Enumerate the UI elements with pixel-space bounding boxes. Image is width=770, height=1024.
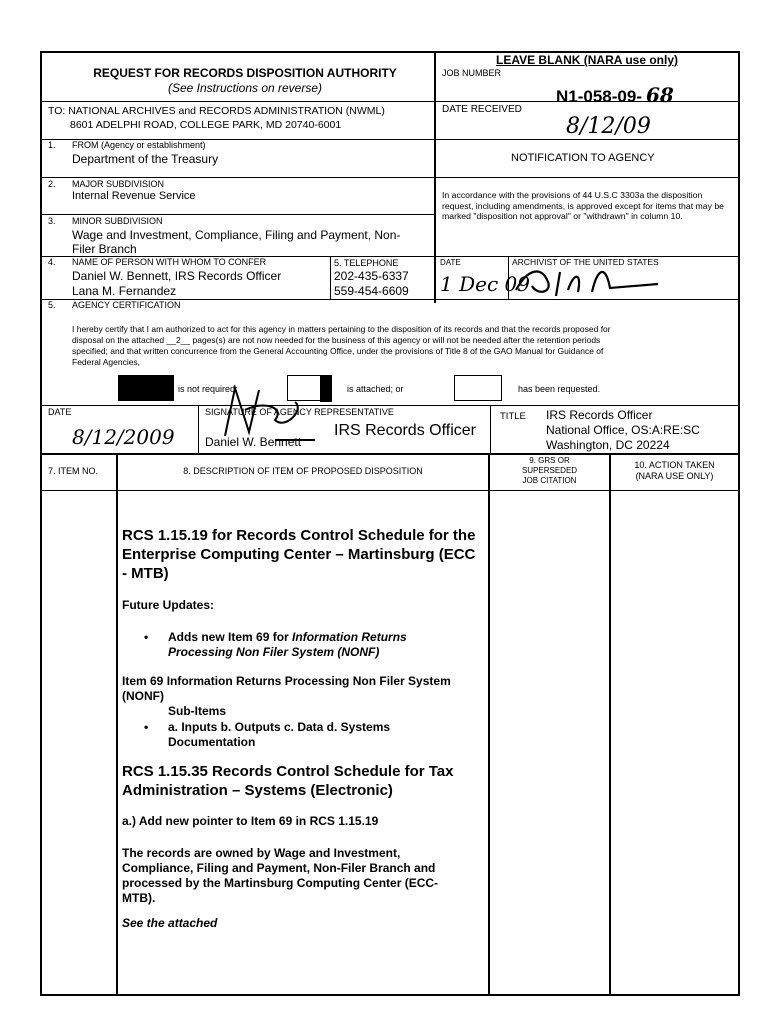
- hline-signature: [40, 405, 740, 406]
- col-action: [611, 460, 738, 482]
- cert-option-not-required: is not required;: [178, 384, 238, 394]
- form-right-border: [738, 51, 740, 995]
- title-label: TITLE: [500, 411, 526, 422]
- heading-rcs-1-15-35: RCS 1.15.35 Records Control Schedule for Tax Administration – Systems (Electronic): [122, 763, 454, 799]
- archivist-label: ARCHIVIST OF THE UNITED STATES: [512, 257, 659, 267]
- sig-title-typed: IRS Records Officer: [334, 422, 476, 439]
- vline-telephone: [330, 256, 331, 299]
- bullet-1-italic: Information Returns Processing Non Filer System (NONF): [168, 630, 407, 659]
- hline-columns: [40, 453, 740, 455]
- cert-text-2: disposal on the attached __2__ pages(s) are not now needed for the business of this agency or will not be needed after the retention periods: [72, 335, 601, 345]
- cert-number: 5.: [48, 300, 56, 310]
- from-label: FROM (Agency or establishment): [72, 140, 206, 150]
- item-69-title: Item 69 Information Returns Processing Non Filer System (NONF): [122, 674, 451, 703]
- job-number-value: [556, 83, 674, 107]
- col-action-line-1: 10. ACTION TAKEN: [634, 460, 715, 470]
- vline-col7: [116, 453, 118, 995]
- notification-text: In accordance with the provisions of 44 U.S.C 3303a the disposition request, including amendments, is approved except for items that may be marked "disposition not approval" or "withdrawn" in column 10.: [442, 190, 725, 221]
- hline-minor: [40, 214, 435, 215]
- confer-label: NAME OF PERSON WITH WHOM TO CONFER: [72, 257, 267, 267]
- col-description: 8. DESCRIPTION OF ITEM OF PROPOSED DISPOSITION: [183, 466, 423, 476]
- pointer-text: a.) Add new pointer to Item 69 in RCS 1.15.19: [122, 814, 379, 828]
- bullet-dot-1: •: [144, 630, 149, 644]
- confer-number: 4.: [48, 257, 56, 267]
- minor-value-1: Wage and Investment, Compliance, Filing and Payment, Non-: [72, 228, 401, 242]
- form-subtitle: (See Instructions on reverse): [167, 81, 323, 95]
- sub-items-label: Sub-Items: [168, 704, 227, 718]
- cert-option-attached: is attached; or: [347, 384, 404, 394]
- see-attached: See the attached: [122, 916, 218, 930]
- confer-name-1: Daniel W. Bennett, IRS Records Officer: [72, 269, 282, 283]
- major-label: MAJOR SUBDIVISION: [72, 179, 165, 189]
- date-received-value: 8/12/09: [566, 114, 651, 139]
- hline-major: [40, 177, 740, 178]
- minor-value-2: Filer Branch: [72, 242, 137, 256]
- job-number-handwritten: 68: [646, 83, 674, 107]
- future-updates: Future Updates:: [122, 598, 215, 612]
- form-title: REQUEST FOR RECORDS DISPOSITION AUTHORITY: [93, 66, 397, 80]
- archivist-signature: [508, 262, 678, 300]
- to-line-1: TO: NATIONAL ARCHIVES and RECORDS ADMINISTRATION (NWML): [48, 105, 385, 117]
- to-line-2: 8601 ADELPHI ROAD, COLLEGE PARK, MD 20740-6001: [70, 119, 342, 131]
- col-grs: [490, 456, 609, 486]
- form-left-border: [40, 51, 42, 995]
- cert-label: AGENCY CERTIFICATION: [72, 300, 181, 310]
- col-grs-line-1: 9. GRS OR: [529, 456, 570, 465]
- vline-sig-right: [490, 405, 491, 454]
- checkbox-requested[interactable]: [454, 375, 502, 401]
- hline-columns-bottom: [40, 490, 740, 491]
- notification-date-handwritten: 1 Dec 09: [440, 272, 530, 296]
- minor-number: 3.: [48, 216, 56, 226]
- bullet-item-69: [144, 630, 448, 660]
- notification-date-label: DATE: [440, 258, 461, 267]
- sig-date-label: DATE: [48, 407, 72, 417]
- sig-name: Daniel W. Bennett: [205, 435, 302, 449]
- title-line-3: Washington, DC 20224: [546, 438, 670, 452]
- vline-col10: [609, 453, 611, 995]
- major-value: Internal Revenue Service: [72, 190, 196, 202]
- cert-text-4: Federal Agencies,: [72, 357, 141, 367]
- telephone-1: 202-435-6337: [334, 269, 409, 283]
- minor-label: MINOR SUBDIVISION: [72, 216, 163, 226]
- cert-text-1: I hereby certify that I am authorized to act for this agency in matters pertaining to the disposition of its records and that the records proposed for: [72, 324, 611, 334]
- sig-date-handwritten: 8/12/2009: [72, 425, 175, 449]
- col-item-no: 7. ITEM NO.: [48, 466, 99, 476]
- bullet-dot-2: •: [144, 720, 149, 734]
- heading-rcs-1-15-19: RCS 1.15.19 for Records Control Schedule for the Enterprise Computing Center – Martinsburg (ECC - MTB): [122, 527, 476, 582]
- owned-text: The records are owned by Wage and Investment, Compliance, Filing and Payment, Non-Filer Branch and processed by the Martinsburg Computing Center (ECC-MTB).: [122, 846, 439, 905]
- cert-text-3: specified; and that written concurrence from the General Accounting Office, under the provisions of Title 8 of the GAO Manual for Guidance of: [72, 346, 604, 356]
- title-line-1: IRS Records Officer: [546, 408, 653, 422]
- bullet-sub-items: [144, 720, 448, 750]
- col-grs-line-3: JOB CITATION: [522, 476, 577, 485]
- vline-sig-left: [198, 405, 199, 454]
- from-value: Department of the Treasury: [72, 152, 219, 166]
- hline-right-date: [434, 139, 740, 140]
- vline-col9: [488, 453, 490, 995]
- from-number: 1.: [48, 140, 56, 150]
- col-grs-line-2: SUPERSEDED: [521, 466, 578, 475]
- bullet-1-prefix: Adds new Item 69 for: [168, 630, 293, 644]
- telephone-label: 5. TELEPHONE: [334, 258, 399, 268]
- form-bottom-border: [40, 994, 740, 996]
- job-number-label: JOB NUMBER: [442, 68, 502, 78]
- col-action-line-2: (NARA USE ONLY): [635, 471, 714, 481]
- major-number: 2.: [48, 179, 56, 189]
- confer-name-2: Lana M. Fernandez: [72, 284, 177, 298]
- telephone-2: 559-454-6609: [334, 284, 409, 298]
- leave-blank-label: LEAVE BLANK (NARA use only): [495, 53, 678, 67]
- redacted-checkbox-1[interactable]: [118, 375, 174, 401]
- title-line-2: National Office, OS:A:RE:SC: [546, 423, 700, 437]
- bullet-2-text: a. Inputs b. Outputs c. Data d. Systems Documentation: [168, 720, 391, 749]
- notification-title: NOTIFICATION TO AGENCY: [511, 152, 655, 164]
- sig-label: SIGNATURE OF AGENCY REPRESENTATIVE: [205, 407, 394, 417]
- date-received-label: DATE RECEIVED: [442, 104, 522, 115]
- cert-option-requested: has been requested.: [518, 384, 601, 394]
- job-number-typed: N1-058-09-: [556, 87, 642, 106]
